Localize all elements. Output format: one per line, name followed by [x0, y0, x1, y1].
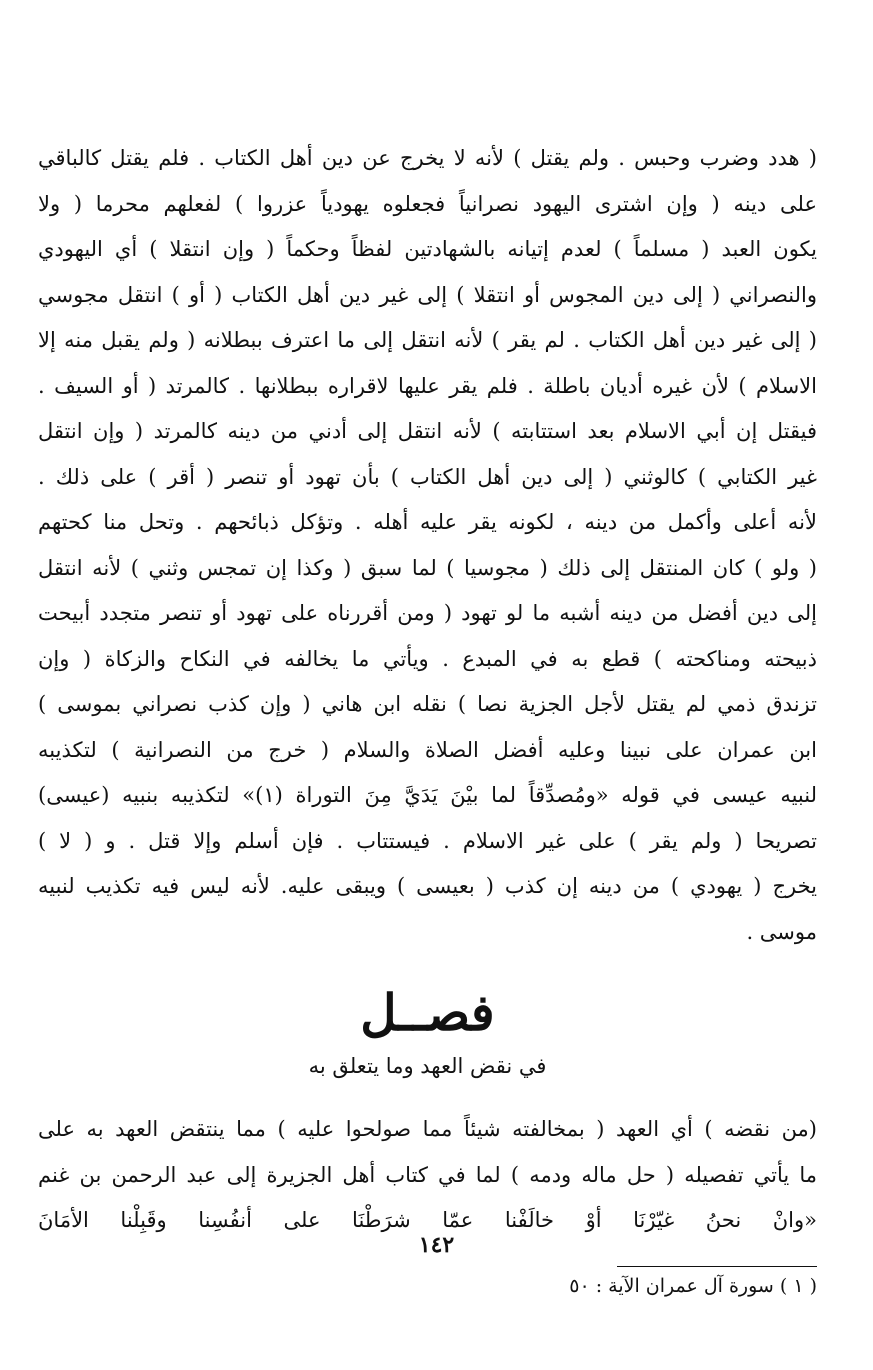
text-line: ( ولو ) كان المنتقل إلى ذلك ( مجوسيا ) لما سبق ( وكذا إن تمجس وثني ) لأنه انتقل	[38, 555, 817, 580]
text-line: ( إلى غير دين أهل الكتاب . لم يقر ) لأنه انتقل إلى ما اعترف ببطلانه ( ولم يقبل منه إلا	[38, 328, 817, 352]
footnote-divider	[617, 1266, 817, 1267]
text-line: على دينه ( وإن اشترى اليهود نصرانياً فجعلوه يهودياً عزروا ) لفعلهم محرما ( ولا	[38, 191, 817, 216]
text-line: فيقتل إن أبي الاسلام بعد استتابته ) لأنه انتقل إلى أدني من دينه كالمرتد ( وإن انتقل	[38, 419, 817, 443]
text-line: يكون العبد ( مسلماً ) لعدم إتيانه بالشهادتين لفظاً وحكماً ( وإن انتقلا ) أي اليهودي	[38, 237, 817, 261]
text-line: لنبيه عيسى في قوله «ومُصدِّقاً لما بيْنَ يَدَيَّ مِنَ التوراة (١)» لتكذيبه بنبيه (عيسى)	[38, 783, 817, 807]
text-line: «وانْ نحنُ غيّرْنَا أوْ خالَفْنا عمّا شرَطْنَا على أنفُسِنا وقَبِلْنا الأمَانَ	[38, 1208, 817, 1232]
text-line: ما يأتي تفصيله ( حل ماله ودمه ) لما في كتاب أهل الجزيرة إلى عبد الرحمن بن غنم	[38, 1162, 817, 1187]
section-title: فصــل	[360, 983, 495, 1042]
text-line: (من نقضه ) أي العهد ( بمخالفته شيئاً مما صولحوا عليه ) مما ينتقض العهد به على	[38, 1117, 817, 1141]
text-line: الاسلام ) لأن غيره أديان باطلة . فلم يقر عليها لاقراره ببطلانها . كالمرتد ( أو السيف .	[38, 373, 817, 398]
section-subtitle: في نقض العهد وما يتعلق به	[308, 1054, 547, 1078]
page-number: ١٤٢	[418, 1232, 455, 1258]
paragraph-2	[38, 1107, 817, 1244]
text-line: لأنه أعلى وأكمل من دينه ، لكونه يقر عليه أهله . وتؤكل ذبائحهم . وتحل منا كحتهم	[38, 510, 817, 534]
text-line: موسى .	[746, 919, 817, 944]
text-line: والنصراني ( إلى دين المجوس أو انتقلا ) إلى غير دين أهل الكتاب ( أو ) انتقل مجوسي	[38, 282, 817, 307]
text-line: ( هدد وضرب وحبس . ولم يقتل ) لأنه لا يخرج عن دين أهل الكتاب . فلم يقتل كالباقي	[38, 146, 817, 170]
text-line: إلى دين أفضل من دينه أشبه ما لو تهود ( ومن أقررناه على تهود أو تنصر متجدد أبيحت	[38, 601, 817, 625]
text-line: يخرج ( يهودي ) من دينه إن كذب ( بعيسى ) ويبقى عليه. لأنه ليس فيه تكذيب لنبيه	[38, 874, 817, 898]
text-line: ابن عمران على نبينا وعليه أفضل الصلاة والسلام ( خرج من النصرانية ) لتكذيبه	[38, 737, 817, 762]
text-line: تزندق ذمي لم يقتل لأجل الجزية نصا ) نقله ابن هاني ( وإن كذب نصراني بموسى )	[38, 692, 817, 716]
footnote: ( ١ ) سورة آل عمران الآية : ٥٠	[569, 1274, 817, 1297]
text-line: تصريحا ( ولم يقر ) على غير الاسلام . فيستتاب . فإن أسلم وإلا قتل . و ( لا )	[38, 828, 817, 853]
text-line: ذبيحته ومناكحته ) قطع به في المبدع . ويأتي ما يخالفه في النكاح والزكاة ( وإن	[38, 646, 817, 671]
text-line: غير الكتابي ) كالوثني ( إلى دين أهل الكتاب ) بأن تهود أو تنصر ( أقر ) على ذلك .	[38, 464, 817, 489]
paragraph-1	[38, 136, 817, 955]
